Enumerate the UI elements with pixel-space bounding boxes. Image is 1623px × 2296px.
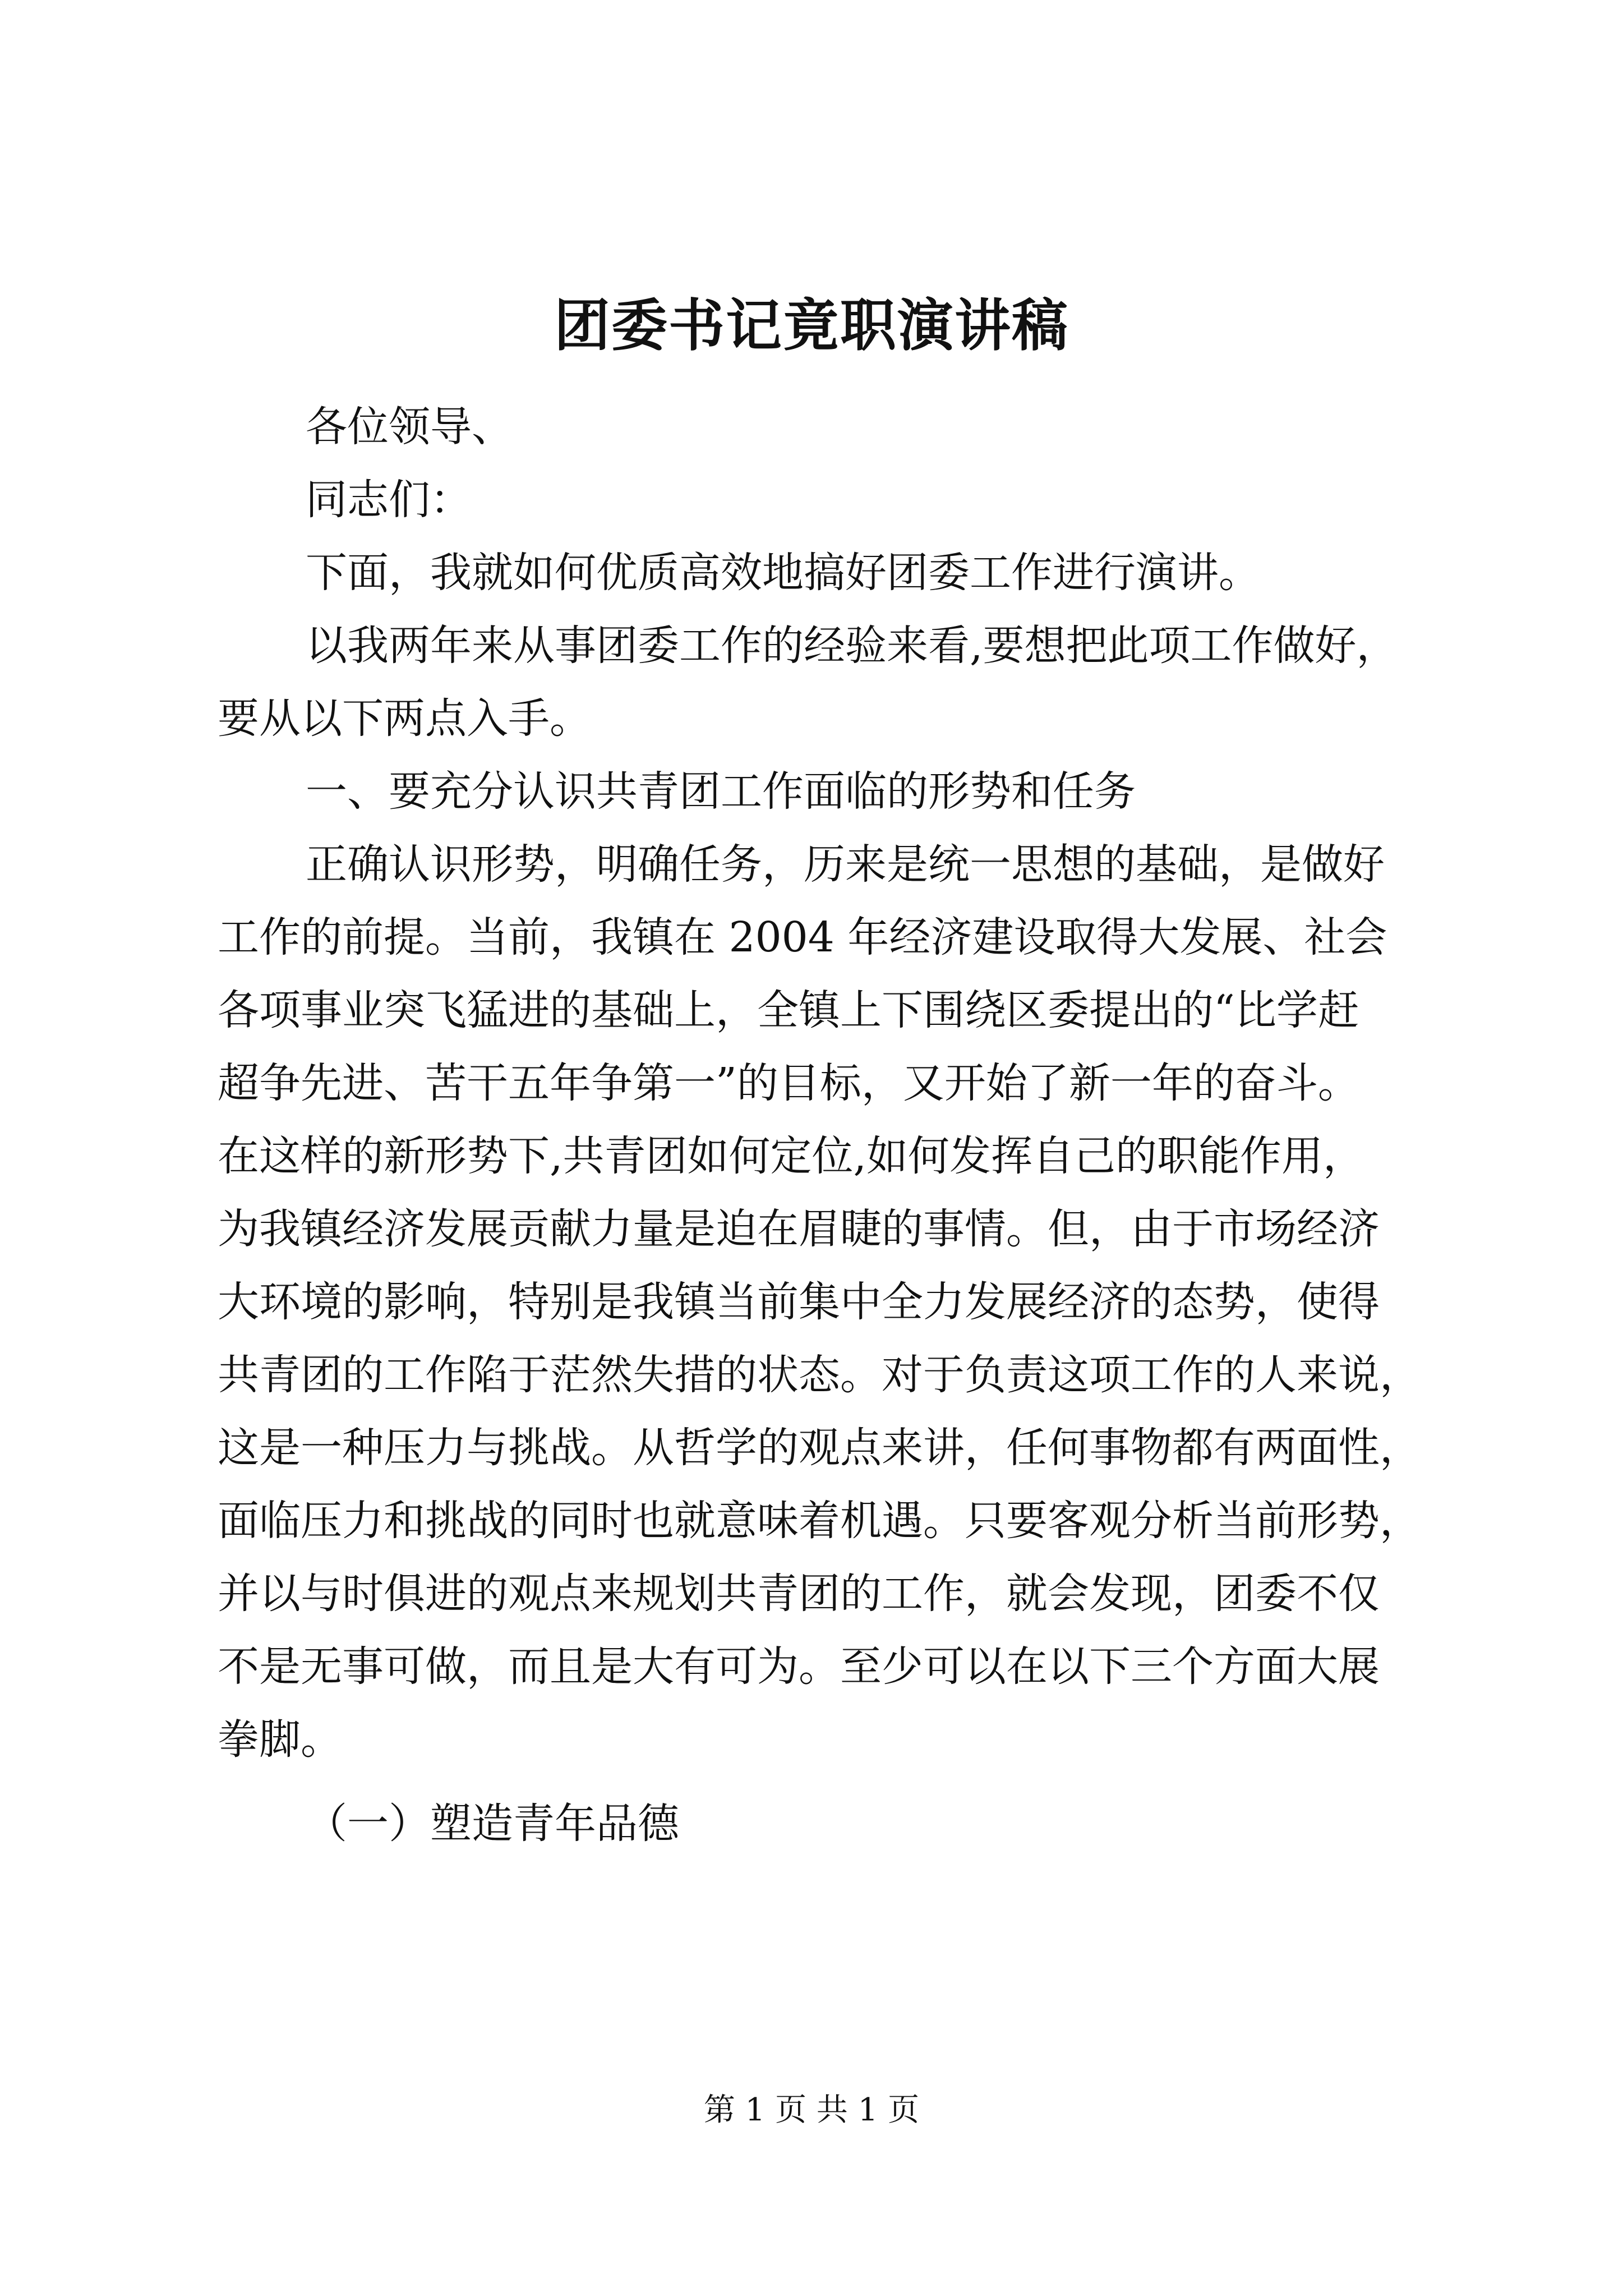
paragraph-line: 面临压力和挑战的同时也就意味着机遇。只要客观分析当前形势， [218, 1497, 1421, 1545]
paragraph-line: 大环境的影响，特别是我镇当前集中全力发展经济的态势，使得 [218, 1278, 1380, 1326]
paragraph-line: 各项事业突飞猛进的基础上，全镇上下围绕区委提出的“比学赶 [218, 986, 1359, 1034]
paragraph-line: 不是无事可做，而且是大有可为。至少可以在以下三个方面大展 [218, 1642, 1380, 1691]
paragraph-line: 以我两年来从事团委工作的经验来看,要想把此项工作做好， [306, 622, 1398, 670]
greeting-line: 同志们： [306, 476, 472, 524]
paragraph-line: 拳脚。 [218, 1715, 342, 1764]
paragraph-line: 为我镇经济发展贡献力量是迫在眉睫的事情。但，由于市场经济 [218, 1205, 1380, 1253]
paragraph-line: 这是一种压力与挑战。从哲学的观点来讲，任何事物都有两面性， [218, 1424, 1421, 1472]
paragraph-line: 正确认识形势，明确任务，历来是统一思想的基础，是做好 [306, 840, 1385, 889]
paragraph-line: 在这样的新形势下,共青团如何定位,如何发挥自己的职能作用， [218, 1132, 1365, 1180]
paragraph-line: 并以与时俱进的观点来规划共青团的工作，就会发现，团委不仅 [218, 1570, 1380, 1618]
paragraph-line: 共青团的工作陷于茫然失措的状态。对于负责这项工作的人来说， [218, 1351, 1421, 1399]
paragraph-line: 超争先进、苦干五年争第一”的目标，又开始了新一年的奋斗。 [218, 1059, 1359, 1107]
paragraph-line: 要从以下两点入手。 [218, 694, 591, 743]
paragraph-line: 工作的前提。当前，我镇在 2004 年经济建设取得大发展、社会 [218, 913, 1387, 961]
greeting-line: 各位领导、 [306, 403, 513, 451]
page-footer: 第 1 页 共 1 页 [703, 2092, 920, 2128]
section-heading: 一、要充分认识共青团工作面临的形势和任务 [306, 767, 1136, 816]
document-title: 团委书记竟职演讲稿 [554, 292, 1069, 358]
subsection-heading: （一）塑造青年品德 [306, 1800, 679, 1848]
paragraph-line: 下面，我就如何优质高效地搞好团委工作进行演讲。 [306, 549, 1260, 597]
